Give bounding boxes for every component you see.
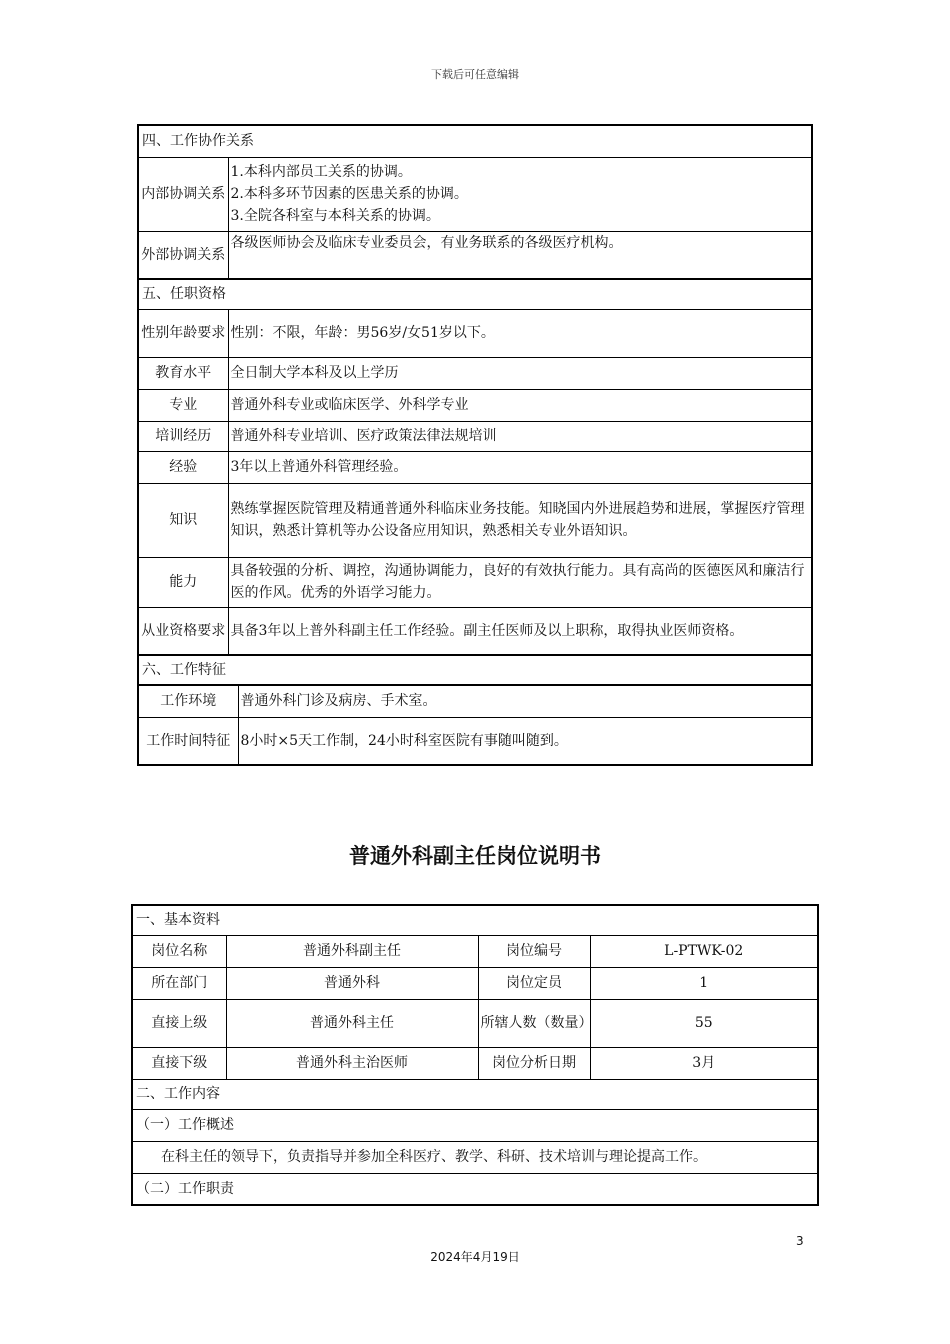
- overview-title: （一）工作概述: [132, 1109, 818, 1141]
- feature-value-environment: 普通外科门诊及病房、手术室。: [238, 685, 812, 717]
- section4-title: 四、工作协作关系: [138, 125, 812, 157]
- qual-label-major: 专业: [138, 389, 228, 421]
- basic-value-position-name: 普通外科副主任: [226, 935, 478, 967]
- basic-value-department: 普通外科: [226, 967, 478, 999]
- section5-title: 五、任职资格: [138, 279, 812, 309]
- qual-label-knowledge: 知识: [138, 483, 228, 557]
- basic-label-analysis-date: 岗位分析日期: [478, 1047, 590, 1079]
- qual-value-certification: 具备3年以上普外科副主任工作经验。副主任医师及以上职称，取得执业医师资格。: [228, 607, 812, 655]
- basic-label-subordinate: 直接下级: [132, 1047, 226, 1079]
- internal-item: 2.本科多环节因素的医患关系的协调。: [230, 186, 468, 202]
- qual-value-experience: 3年以上普通外科管理经验。: [228, 451, 812, 483]
- qual-value-knowledge: 熟练掌握医院管理及精通普通外科临床业务技能。知晓国内外进展趋势和进展，掌握医疗管理知识，熟悉计算机等办公设备应用知识，熟悉相关专业外语知识。: [228, 483, 812, 557]
- external-label: 外部协调关系: [138, 231, 228, 279]
- qual-label-education: 教育水平: [138, 357, 228, 389]
- qual-label-experience: 经验: [138, 451, 228, 483]
- qual-value-ability: 具备较强的分析、调控，沟通协调能力，良好的有效执行能力。具有高尚的医德医风和廉洁行医的作风。优秀的外语学习能力。: [228, 557, 812, 607]
- internal-items: [228, 157, 812, 231]
- qual-value-gender-age: 性别：不限，年龄：男56岁/女51岁以下。: [228, 309, 812, 357]
- work-title: 二、工作内容: [132, 1079, 818, 1109]
- basic-label-position-code: 岗位编号: [478, 935, 590, 967]
- qual-value-major: 普通外科专业或临床医学、外科学专业: [228, 389, 812, 421]
- basic-value-position-code: L-PTWK-02: [590, 935, 818, 967]
- basic-label-superior: 直接上级: [132, 999, 226, 1047]
- duties-title: （二）工作职责: [132, 1173, 818, 1205]
- basic-label-department: 所在部门: [132, 967, 226, 999]
- feature-label-hours: 工作时间特征: [138, 717, 238, 765]
- page-number: 3: [796, 1234, 804, 1248]
- footer-date: 2024年4月19日: [430, 1250, 520, 1264]
- qual-label-certification: 从业资格要求: [138, 607, 228, 655]
- section6-title: 六、工作特征: [138, 655, 812, 685]
- header-note: 下载后可任意编辑: [431, 68, 519, 81]
- basic-value-headcount: 1: [590, 967, 818, 999]
- basic-value-superior: 普通外科主任: [226, 999, 478, 1047]
- basic-label-headcount: 岗位定员: [478, 967, 590, 999]
- internal-item: 3.全院各科室与本科关系的协调。: [230, 208, 440, 224]
- qual-value-education: 全日制大学本科及以上学历: [228, 357, 812, 389]
- qual-label-gender-age: 性别年龄要求: [138, 309, 228, 357]
- qual-label-training: 培训经历: [138, 421, 228, 451]
- basic-info-table: [131, 904, 819, 1206]
- overview-text: 在科主任的领导下，负责指导并参加全科医疗、教学、科研、技术培训与理论提高工作。: [132, 1141, 818, 1173]
- basic-value-subordinate-count: 55: [590, 999, 818, 1047]
- internal-label: 内部协调关系: [138, 157, 228, 231]
- basic-label-position-name: 岗位名称: [132, 935, 226, 967]
- qual-value-training: 普通外科专业培训、医疗政策法律法规培训: [228, 421, 812, 451]
- feature-value-hours: 8小时×5天工作制，24小时科室医院有事随叫随到。: [238, 717, 812, 765]
- basic-title: 一、基本资料: [132, 905, 818, 935]
- basic-value-subordinate: 普通外科主治医师: [226, 1047, 478, 1079]
- qual-label-ability: 能力: [138, 557, 228, 607]
- basic-label-subordinate-count: 所辖人数（数量）: [478, 999, 590, 1047]
- collaboration-qualification-table: [137, 124, 813, 766]
- document-title: 普通外科副主任岗位说明书: [349, 844, 601, 868]
- external-value: 各级医师协会及临床专业委员会，有业务联系的各级医疗机构。: [228, 231, 812, 279]
- basic-value-analysis-date: 3月: [590, 1047, 818, 1079]
- feature-label-environment: 工作环境: [138, 685, 238, 717]
- internal-item: 1.本科内部员工关系的协调。: [230, 164, 412, 180]
